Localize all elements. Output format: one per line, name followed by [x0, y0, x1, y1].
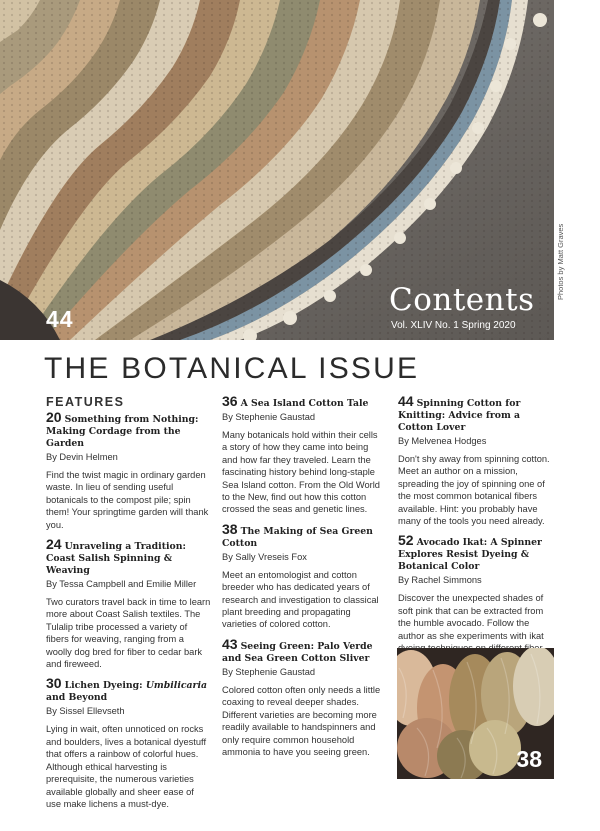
article-page-number: 38 — [222, 520, 238, 537]
article-44[interactable] — [398, 395, 558, 527]
column-1 — [46, 395, 211, 817]
article-page-number: 20 — [46, 409, 62, 425]
article-author: By Devin Helmen — [46, 452, 118, 462]
volume-line: Vol. XLIV No. 1 Spring 2020 — [391, 320, 516, 331]
article-author: By Rachel Simmons — [398, 575, 482, 586]
article-author: By Stephenie Gaustad — [222, 412, 316, 422]
article-heading — [222, 395, 385, 410]
article-heading — [46, 411, 211, 450]
article-heading — [398, 534, 558, 573]
article-24[interactable] — [46, 538, 211, 670]
article-author: By Sally Vreseis Fox — [222, 551, 307, 562]
article-description: Lying in wait, often unnoticed on rocks and boulders, lives a botanical dyestuff that offers a rainbow of colorful hues. Although ethical harvesting is prerequisite, the numerous varieties available globally and sheer ease of use make lichens a must-dye. — [46, 724, 207, 809]
article-page-number: 44 — [398, 393, 414, 409]
hero-photo — [0, 0, 554, 340]
article-heading — [222, 635, 385, 665]
article-title: Spinning Cotton for Knitting: Advice from a Cotton Lover — [398, 398, 521, 433]
contents-title: Contents — [389, 282, 535, 318]
issue-title: THE BOTANICAL ISSUE — [44, 352, 420, 385]
article-heading — [46, 677, 211, 704]
article-page-number: 36 — [222, 393, 238, 409]
article-author: By Tessa Campbell and Emilie Miller — [46, 579, 197, 590]
article-description: Colored cotton often only needs a little coaxing to reveal deeper shades. Different varieties are becoming more readily available to handspinners and only require common household ammonia to have you seeing green. — [222, 684, 381, 757]
article-title: Seeing Green: Palo Verde and Sea Green Cotton Sliver — [222, 640, 373, 664]
article-title: A Sea Island Cotton Tale — [240, 398, 369, 409]
article-description: Two curators travel back in time to learn more about Coast Salish textiles. The Tulalip tribe processed a variety of fibers for weaving, ranging from a woolly dog bred for fiber to cedar bark and fireweed. — [46, 597, 211, 670]
article-38[interactable] — [222, 520, 385, 631]
article-36[interactable] — [222, 395, 385, 516]
article-page-number: 24 — [46, 536, 62, 553]
article-description: Find the twist magic in ordinary garden waste. In lieu of sending useful botanicals to the compost pile; spin them! Your springtime garden will thank you. — [46, 470, 209, 530]
article-title-italic: Umbilicaria — [145, 680, 208, 692]
article-description: Many botanicals hold within their cells a story of how they came into being and how far they traveled. Learn the fascinating history behind long-staple Sea Island cotton. From the Old World to the New, find out how this cotton crossed the seas and genetic lines. — [222, 430, 380, 515]
article-title: Unraveling a Tradition: Coast Salish Spinning & Weaving — [46, 541, 186, 577]
column-3 — [398, 395, 558, 674]
article-30[interactable] — [46, 677, 211, 810]
column-2 — [222, 395, 385, 765]
yarn-photo — [397, 648, 554, 779]
article-author: By Stephenie Gaustad — [222, 666, 316, 677]
article-52[interactable] — [398, 534, 558, 666]
article-page-number: 43 — [222, 635, 238, 652]
article-author: By Melvenea Hodges — [398, 436, 487, 446]
article-description: Discover the unexpected shades of soft pink that can be extracted from the humble avocado. Follow the author as she experiments with ikat — [398, 593, 544, 641]
article-heading — [46, 538, 211, 577]
article-title: Something from Nothing: Making Cordage from the Garden — [46, 414, 199, 449]
article-heading — [398, 395, 558, 434]
article-title-post: and Beyond — [46, 692, 108, 704]
article-20[interactable] — [46, 411, 211, 531]
article-author: By Sissel Ellevseth — [46, 706, 125, 717]
article-title: The Making of Sea Green Cotton — [222, 525, 373, 549]
article-page-number: 52 — [398, 532, 414, 549]
article-heading — [222, 520, 385, 550]
article-title-pre: Lichen Dyeing: — [64, 680, 146, 692]
features-label: FEATURES — [46, 395, 125, 409]
article-description: Don't shy away from spinning cotton. Meet an author on a mission, spreading the joy of spinning one of the most common botanical fibers available. Hint: you probably have many of the tools you need already. — [398, 454, 550, 527]
yarn-page-number: 38 — [516, 746, 542, 772]
article-description: Meet an entomologist and cotton breeder who has dedicated years of research and investigation to classical plant breeding and propagating varieties of colored cotton. — [222, 569, 379, 630]
article-page-number: 30 — [46, 675, 62, 692]
photo-credit: Photos by Matt Graves — [556, 223, 565, 300]
article-43[interactable] — [222, 635, 385, 758]
article-title: Avocado Ikat: A Spinner Explores Resist Dyeing & Botanical Color — [398, 537, 542, 573]
hero-page-number: 44 — [46, 306, 74, 332]
